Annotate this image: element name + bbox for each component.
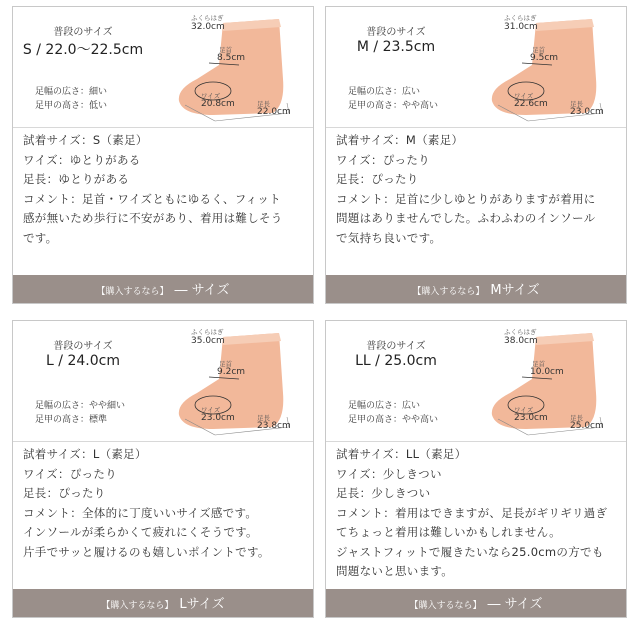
length-label: 足長: [257, 100, 270, 108]
usual-size-label: 普段のサイズ: [366, 341, 426, 352]
length-value: 22.0cm: [257, 107, 291, 117]
foot-stats: [35, 85, 107, 113]
ankle-label: 足首: [532, 360, 545, 368]
wise-label: ワイズ: [514, 406, 534, 414]
recommended-size: Lサイズ: [179, 597, 225, 612]
instep-height-line: 足甲の高さ：標準: [35, 415, 108, 425]
usual-size-label: 普段のサイズ: [366, 27, 426, 38]
usual-size-value: S / 22.0〜22.5cm: [22, 42, 144, 58]
purchase-size-button[interactable]: [13, 275, 313, 303]
foot-stats: [35, 399, 125, 427]
review-text: [23, 445, 308, 562]
wise-value: 23.0cm: [201, 413, 235, 423]
ankle-label: 足首: [219, 360, 232, 368]
review-line: 問題はありませんでした。ふわふわのインソール: [336, 211, 596, 225]
ankle-value: 9.5cm: [530, 53, 559, 63]
length-label: 足長: [570, 414, 583, 422]
review-line: 問題ないと思います。: [336, 564, 454, 578]
size-review-card: [12, 6, 314, 304]
purchase-size-button[interactable]: [326, 275, 626, 303]
ankle-value: 9.2cm: [217, 367, 246, 377]
wise-value: 23.0cm: [514, 413, 548, 423]
review-line: ワイズ：ゆとりがある: [23, 152, 141, 167]
calf-value: 32.0cm: [191, 22, 225, 32]
recommended-size: ― サイズ: [487, 597, 543, 612]
size-review-card: [325, 320, 627, 618]
instep-height-line: 足甲の高さ：やや高い: [348, 101, 439, 111]
review-text: [23, 131, 308, 248]
review-text: [336, 445, 621, 582]
card-header: [13, 321, 313, 442]
ankle-label: 足首: [219, 46, 232, 54]
length-label: 足長: [570, 100, 583, 108]
wise-value: 20.8cm: [201, 99, 235, 109]
ankle-value: 8.5cm: [217, 53, 246, 63]
card-header: [326, 7, 626, 128]
review-line: 足長：少しきつい: [336, 486, 431, 500]
calf-label: ふくらはぎ: [191, 328, 224, 336]
review-line: 片手でサッと履けるのも嬉しいポイントです。: [23, 544, 270, 559]
review-line: 足長：ぴったり: [23, 486, 106, 500]
foot-diagram: [474, 9, 624, 124]
review-line: ワイズ：少しきつい: [336, 466, 442, 481]
review-line: 試着サイズ：M（素足）: [336, 133, 464, 147]
review-line: 試着サイズ：LL（素足）: [336, 447, 467, 461]
review-line: 足長：ゆとりがある: [23, 172, 130, 186]
foot-diagram: [161, 9, 311, 124]
size-review-card: [325, 6, 627, 304]
wise-value: 22.6cm: [514, 99, 548, 109]
purchase-size-button[interactable]: [326, 589, 626, 617]
review-line: コメント：全体的に丁度いいサイズ感です。: [23, 505, 258, 520]
review-line: 感が無いため歩行に不安があり、着用は難しそう: [23, 211, 283, 225]
foot-width-line: 足幅の広さ：広い: [348, 87, 421, 97]
foot-stats: [348, 85, 438, 113]
usual-size-value: LL / 25.0cm: [355, 353, 437, 369]
length-value: 23.0cm: [570, 107, 604, 117]
calf-value: 31.0cm: [504, 22, 538, 32]
calf-value: 35.0cm: [191, 336, 225, 346]
wise-label: ワイズ: [201, 406, 221, 414]
purchase-prefix: 【購入するなら】: [101, 601, 174, 611]
wise-label: ワイズ: [514, 92, 534, 100]
recommended-size: Mサイズ: [490, 283, 540, 298]
review-line: 試着サイズ：L（素足）: [23, 447, 147, 461]
review-line: ワイズ：ぴったり: [336, 152, 430, 167]
calf-label: ふくらはぎ: [191, 14, 224, 22]
review-line: で気持ち良いです。: [336, 230, 442, 245]
review-line: コメント：足首に少しゆとりがありますが着用に: [336, 191, 596, 206]
review-line: コメント：着用はできますが、足長がギリギリ過ぎ: [336, 505, 608, 520]
card-header: [13, 7, 313, 128]
review-line: ワイズ：ぴったり: [23, 466, 117, 481]
length-value: 23.8cm: [257, 421, 291, 431]
review-line: 試着サイズ：S（素足）: [23, 133, 148, 147]
recommended-size: ― サイズ: [174, 283, 230, 298]
review-line: ジャストフィットで履きたいなら25.0cmの方でも: [336, 544, 604, 559]
foot-diagram: [474, 323, 624, 438]
purchase-prefix: 【購入するなら】: [96, 287, 169, 297]
review-line: 足長：ぴったり: [336, 172, 419, 186]
ankle-label: 足首: [532, 46, 545, 54]
purchase-size-button[interactable]: [13, 589, 313, 617]
review-line: てちょっと着用は難しいかもしれません。: [336, 525, 561, 539]
foot-width-line: 足幅の広さ：広い: [348, 401, 421, 411]
foot-width-line: 足幅の広さ：細い: [35, 87, 108, 97]
purchase-prefix: 【購入するなら】: [412, 287, 485, 297]
ankle-value: 10.0cm: [530, 367, 564, 377]
size-review-card: [12, 320, 314, 618]
length-value: 25.0cm: [570, 421, 604, 431]
calf-label: ふくらはぎ: [504, 14, 537, 22]
card-header: [326, 321, 626, 442]
review-line: インソールが柔らかくて疲れにくそうです。: [23, 525, 258, 539]
foot-stats: [348, 399, 438, 427]
instep-height-line: 足甲の高さ：低い: [35, 101, 108, 111]
wise-label: ワイズ: [201, 92, 221, 100]
review-text: [336, 131, 621, 248]
review-line: コメント：足首・ワイズともにゆるく、フィット: [23, 191, 281, 206]
instep-height-line: 足甲の高さ：やや高い: [348, 415, 439, 425]
calf-label: ふくらはぎ: [504, 328, 537, 336]
usual-size-label: 普段のサイズ: [53, 341, 113, 352]
foot-width-line: 足幅の広さ：やや細い: [35, 401, 126, 411]
foot-diagram: [161, 323, 311, 438]
purchase-prefix: 【購入するなら】: [409, 601, 482, 611]
usual-size-label: 普段のサイズ: [53, 27, 113, 38]
review-line: です。: [23, 230, 58, 245]
usual-size-value: M / 23.5cm: [356, 39, 436, 55]
length-label: 足長: [257, 414, 270, 422]
calf-value: 38.0cm: [504, 336, 538, 346]
usual-size-value: L / 24.0cm: [46, 353, 120, 369]
